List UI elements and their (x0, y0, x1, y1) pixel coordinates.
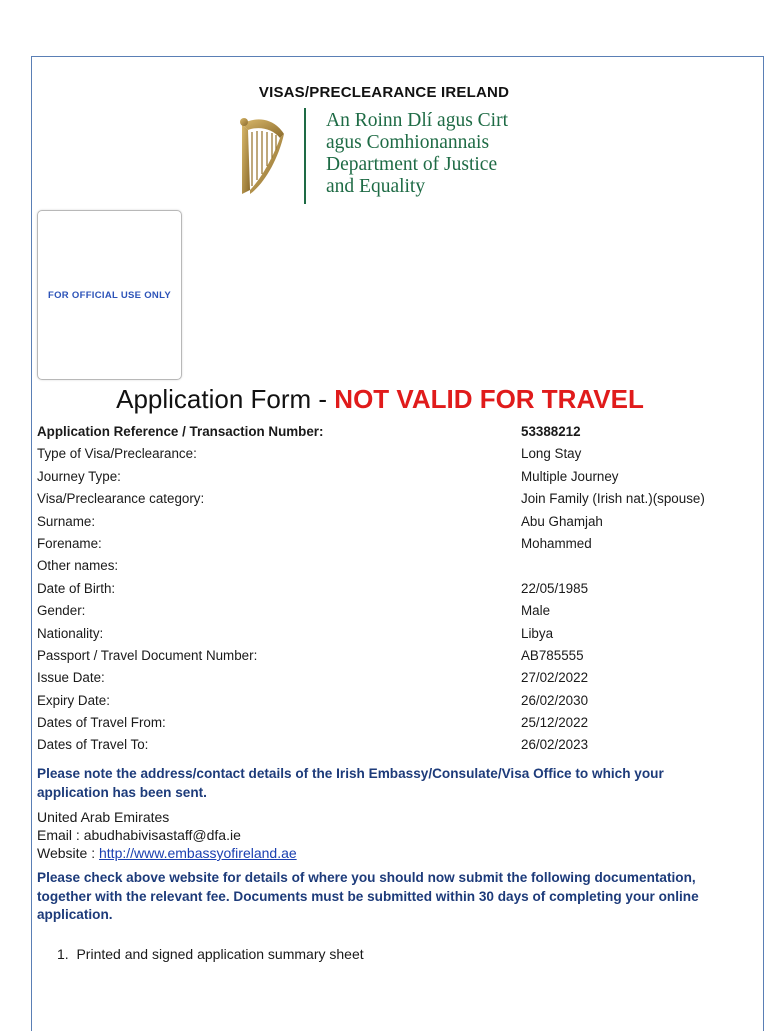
official-use-label: FOR OFFICIAL USE ONLY (48, 289, 171, 301)
logo-divider (304, 108, 306, 204)
field-value: 53388212 (521, 424, 581, 439)
field-row (37, 690, 737, 712)
field-row (37, 645, 737, 667)
field-value: Mohammed (521, 535, 592, 551)
page-header-title: VISAS/PRECLEARANCE IRELAND (258, 84, 510, 101)
field-label: Forename: (37, 535, 102, 551)
field-row (37, 421, 737, 443)
form-title (0, 384, 760, 415)
field-label: Passport / Travel Document Number: (37, 647, 258, 663)
field-label: Visa/Preclearance category: (37, 491, 205, 507)
field-row (37, 578, 737, 600)
logo-line: Department of Justice (326, 154, 498, 175)
application-details (37, 421, 737, 757)
field-label: Gender: (37, 603, 86, 619)
field-label: Type of Visa/Preclearance: (37, 446, 197, 462)
field-value: Multiple Journey (521, 468, 619, 484)
embassy-contact (37, 808, 737, 862)
field-value: 27/02/2022 (521, 670, 589, 686)
field-row (37, 488, 737, 510)
list-item: 1. Printed and signed application summary sheet (57, 946, 364, 962)
field-value: 25/12/2022 (521, 715, 589, 731)
logo-line: agus Comhionannais (326, 132, 490, 153)
harp-icon (234, 114, 290, 198)
field-label: Issue Date: (37, 670, 105, 686)
official-use-box (37, 210, 182, 380)
field-label: Nationality: (37, 625, 104, 641)
field-value: 26/02/2023 (521, 737, 589, 753)
logo-line: and Equality (326, 176, 426, 197)
submission-note: Please check above website for details of where you should now submit the following documentation, together with the relevant fee. Documents must be submitted within 30 days of completing your online application. (37, 870, 699, 922)
field-row (37, 600, 737, 622)
field-label: Dates of Travel To: (37, 737, 149, 753)
department-logo (234, 106, 534, 206)
field-row (37, 555, 737, 577)
field-label: Dates of Travel From: (37, 715, 166, 731)
email-label: Email : (37, 827, 84, 843)
field-value: Join Family (Irish nat.)(spouse) (521, 491, 705, 507)
field-value: Libya (521, 625, 554, 641)
field-value: Male (521, 603, 551, 619)
field-row (37, 466, 737, 488)
document-item: Printed and signed application summary sheet (76, 946, 364, 962)
website-label: Website : (37, 845, 99, 861)
field-label: Surname: (37, 513, 96, 529)
field-value: AB785555 (521, 647, 584, 663)
field-label: Date of Birth: (37, 580, 116, 596)
embassy-website-line (37, 844, 737, 862)
embassy-country: United Arab Emirates (37, 809, 170, 825)
field-label: Application Reference / Transaction Number: (37, 424, 324, 439)
logo-line: An Roinn Dlí agus Cirt (326, 110, 509, 131)
field-value: Long Stay (521, 446, 582, 462)
field-row (37, 623, 737, 645)
embassy-email: abudhabivisastaff@dfa.ie (83, 827, 241, 843)
field-row (37, 734, 737, 756)
embassy-note: Please note the address/contact details of the Irish Embassy/Consulate/Visa Office to which your application has been sent. (37, 766, 664, 800)
field-row (37, 667, 737, 689)
field-value: 22/05/1985 (521, 580, 589, 596)
not-valid-warning: NOT VALID FOR TRAVEL (334, 384, 644, 414)
field-label: Expiry Date: (37, 692, 110, 708)
field-row (37, 443, 737, 465)
field-label: Other names: (37, 558, 119, 574)
field-value: Abu Ghamjah (521, 513, 603, 529)
field-row (37, 712, 737, 734)
department-name (326, 110, 508, 198)
field-row (37, 533, 737, 555)
documents-list (57, 945, 364, 963)
field-label: Journey Type: (37, 468, 121, 484)
field-row (37, 511, 737, 533)
embassy-email-line (37, 826, 737, 844)
embassy-website-link[interactable]: http://www.embassyofireland.ae (99, 845, 297, 861)
form-title-prefix: Application Form - (116, 384, 335, 414)
field-value: 26/02/2030 (521, 692, 589, 708)
